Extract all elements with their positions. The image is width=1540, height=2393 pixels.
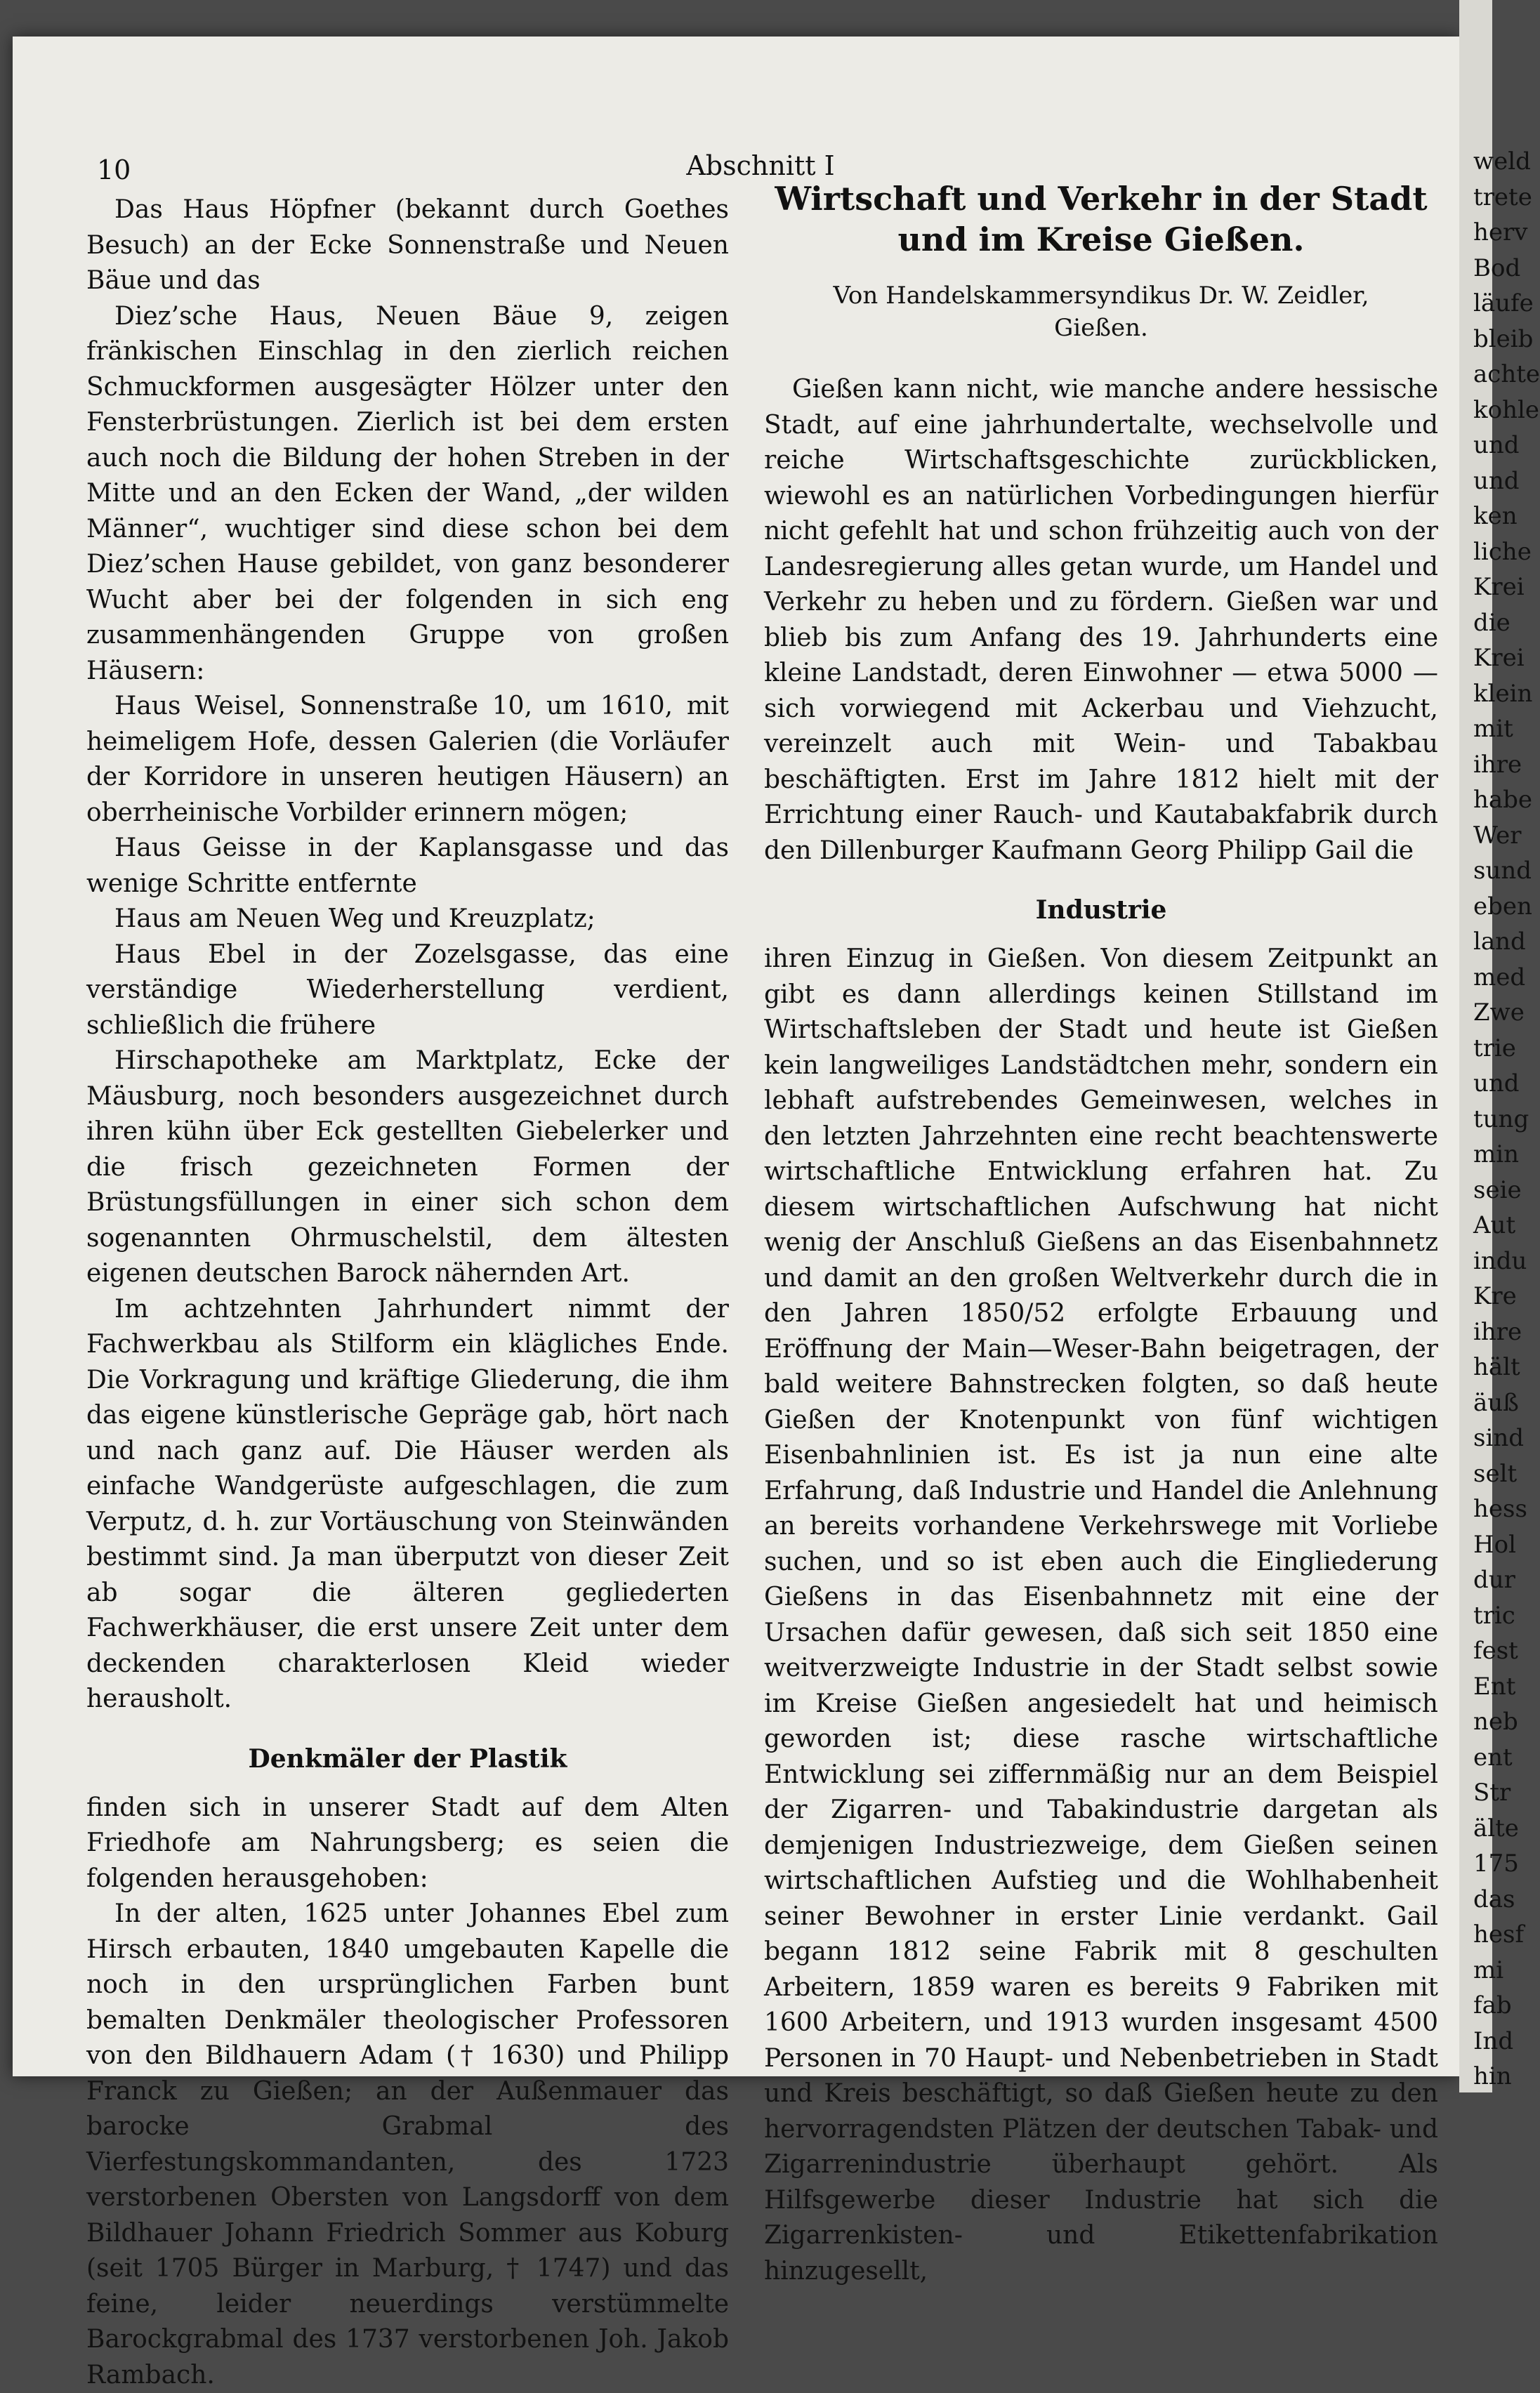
left-column-paragraphs-after — [86, 1791, 729, 2393]
adjacent-page-fragment: trete — [1473, 180, 1529, 216]
adjacent-page-fragment: sind — [1473, 1420, 1529, 1456]
page-number: 10 — [97, 154, 131, 185]
adjacent-page-fragment: klein — [1473, 676, 1529, 712]
adjacent-page-fragment: die — [1473, 605, 1529, 641]
adjacent-page-fragment: land — [1473, 924, 1529, 960]
paragraph: Das Haus Höpfner (bekannt durch Goethes Besuch) an der Ecke Sonnenstraße und Neuen Bäue und das — [86, 192, 729, 299]
adjacent-page-fragment: trie — [1473, 1031, 1529, 1067]
paragraph: Im achtzehnten Jahrhundert nimmt der Fachwerkbau als Stilform ein klägliches Ende. Die Vorkragung und kräftige Gliederung, die ihm das eigene künstlerische Gepräge gab, hört nach und nach ganz auf. Die Häuser werden als einfache Wandgerüste aufgeschlagen, die zum Verputz, d. h. zur Vortäuschung von Steinwänden bestimmt sind. Ja man überputzt von dieser Zeit ab sogar die älteren gegliederten Fachwerkhäuser, die erst unsere Zeit unter dem deckenden charakterlosen Kleid wieder herausholt. — [86, 1292, 729, 1718]
adjacent-page-fragment: ent — [1473, 1740, 1529, 1776]
adjacent-page-fragment: weld — [1473, 144, 1529, 180]
adjacent-page-fragment: hess — [1473, 1491, 1529, 1527]
adjacent-page-fragment: mi — [1473, 1953, 1529, 1989]
adjacent-page-fragment: hält — [1473, 1350, 1529, 1385]
adjacent-page-fragment: Kre — [1473, 1279, 1529, 1314]
adjacent-page-fragment: indu — [1473, 1244, 1529, 1279]
adjacent-page-text-fragments — [1473, 144, 1529, 2095]
adjacent-page-fragment: neb — [1473, 1704, 1529, 1740]
adjacent-page-fragment: hesf — [1473, 1917, 1529, 1953]
adjacent-page-fragment: Zwe — [1473, 995, 1529, 1031]
paragraph: Haus Weisel, Sonnenstraße 10, um 1610, mit heimeligem Hofe, dessen Galerien (die Vorläufer der Korridore in unseren heutigen Häusern) an oberrheinische Vorbilder erinnern mögen; — [86, 689, 729, 831]
adjacent-page-fragment: Krei — [1473, 569, 1529, 605]
adjacent-page-fragment: fab — [1473, 1988, 1529, 2024]
adjacent-page-fragment: Ent — [1473, 1669, 1529, 1705]
adjacent-page-fragment: herv — [1473, 215, 1529, 251]
adjacent-page-fragment: Ind — [1473, 2024, 1529, 2059]
paragraph: Haus Geisse in der Kaplansgasse und das wenige Schritte entfernte — [86, 831, 729, 902]
adjacent-page-fragment: hin — [1473, 2059, 1529, 2095]
adjacent-page-fragment: Hol — [1473, 1527, 1529, 1563]
adjacent-page-fragment: eben — [1473, 889, 1529, 925]
paragraph: Diez’sche Haus, Neuen Bäue 9, zeigen fränkischen Einschlag in den zierlich reichen Schmuckformen ausgesägter Hölzer unter den Fensterbrüstungen. Zierlich ist bei dem ersten auch noch die Bildung der hohen Streben in der Mitte und an den Ecken der Wand, „der wilden Männer“, wuchtiger sind diese schon bei dem Diez’schen Hause gebildet, von ganz besonderer Wucht aber bei der folgenden in sich eng zusammenhängenden Gruppe von großen Häusern: — [86, 299, 729, 690]
adjacent-page-fragment: Krei — [1473, 640, 1529, 676]
adjacent-page-fragment: kohle — [1473, 393, 1529, 428]
adjacent-page-fragment: liche — [1473, 534, 1529, 570]
adjacent-page-fragment: selt — [1473, 1456, 1529, 1492]
adjacent-page-fragment: tric — [1473, 1598, 1529, 1634]
adjacent-page-fragment: äuß — [1473, 1385, 1529, 1421]
adjacent-page-fragment: achte — [1473, 357, 1529, 393]
heading-industrie: Industrie — [764, 892, 1438, 928]
byline-line: Gießen. — [764, 312, 1438, 344]
adjacent-page-fragment: läufe — [1473, 286, 1529, 322]
byline-line: Von Handelskammersyndikus Dr. W. Zeidler, — [764, 279, 1438, 312]
adjacent-page-fragment: sund — [1473, 853, 1529, 889]
book-page — [13, 37, 1459, 2076]
adjacent-page-fragment: fest — [1473, 1633, 1529, 1669]
adjacent-page-fragment: 175 — [1473, 1846, 1529, 1882]
industrie-paragraph: ihren Einzug in Gießen. Von diesem Zeitpunkt an gibt es dann allerdings keinen Stillstand im Wirtschaftsleben der Stadt und heute ist Gießen kein langweiliges Landstädtchen mehr, sondern ein lebhaft aufstrebendes Gemeinwesen, welches in den letzten Jahrzehnten eine recht beachtenswerte wirtschaftliche Entwicklung erfahren hat. Zu diesem wirtschaftlichen Aufschwung hat nicht wenig der Anschluß Gießens an das Eisenbahnnetz und damit an den großen Weltverkehr durch die in den Jahren 1850/52 erfolgte Erbauung und Eröffnung der Main—Weser-Bahn beigetragen, der bald weitere Bahnstrecken folgten, so daß heute Gießen der Knotenpunkt von fünf wichtigen Eisenbahnlinien ist. Es ist ja nun eine alte Erfahrung, daß Industrie und Handel die Anlehnung an bereits vorhandene Verkehrswege mit Vorliebe suchen, und so ist eben auch die Eingliederung Gießens in das Eisenbahnnetz mit eine der Ursachen dafür gewesen, daß sich seit 1850 eine weitverzweigte Industrie in der Stadt selbst sowie im Kreise Gießen angesiedelt hat und heimisch geworden ist; diese rasche wirtschaftliche Entwicklung sei ziffernmäßig nur an dem Beispiel der Zigarren- und Tabakindustrie dargetan als demjenigen Industriezweige, dem Gießen seinen wirtschaftlichen Aufstieg und die Wohlhabenheit seiner Bewohner in erster Linie verdankt. Gail begann 1812 seine Fabrik mit 8 geschulten Arbeitern, 1859 waren es bereits 9 Fabriken mit 1600 Arbeitern, und 1913 wurden insgesamt 4500 Personen in 70 Haupt- und Nebenbetrieben in Stadt und Kreis beschäftigt, so daß Gießen heute zu den hervorragendsten Plätzen der deutschen Tabak- und Zigarrenindustrie überhaupt gehört. Als Hilfsgewerbe dieser Industrie hat sich die Zigarrenkisten- und Etikettenfabrikation hinzugesellt, — [764, 942, 1438, 2289]
article-title — [764, 178, 1438, 260]
adjacent-page-fragment: min — [1473, 1137, 1529, 1173]
adjacent-page-fragment: und — [1473, 1066, 1529, 1102]
article-title-line: und im Kreise Gießen. — [764, 219, 1438, 260]
paragraph: In der alten, 1625 unter Johannes Ebel zum Hirsch erbauten, 1840 umgebauten Kapelle die noch in den ursprünglichen Farben bunt bemalten Denkmäler theologischer Professoren von den Bildhauern Adam († 1630) und Philipp Franck zu Gießen; an der Außenmauer das barocke Grabmal des Vierfestungskommandanten, des 1723 verstorbenen Obersten von Langsdorff von dem Bildhauer Johann Friedrich Sommer aus Koburg (seit 1705 Bürger in Marburg, † 1747) und das feine, leider neuerdings verstümmelte Barockgrabmal des 1737 verstorbenen Joh. Jakob Rambach. — [86, 1897, 729, 2393]
paragraph: Hirschapotheke am Marktplatz, Ecke der Mäusburg, noch besonders ausgezeichnet durch ihren kühn über Eck gestellten Giebelerker und die frisch gezeichneten Formen der Brüstungsfüllungen in einer sich schon dem sogenannten Ohrmuschelstil, dem ältesten eigenen deutschen Barock nähernden Art. — [86, 1043, 729, 1292]
adjacent-page-fragment: Aut — [1473, 1208, 1529, 1244]
adjacent-page-fragment: Bod — [1473, 251, 1529, 286]
adjacent-page-fragment: und — [1473, 428, 1529, 463]
running-head: Abschnitt I — [673, 150, 848, 181]
paragraph: Haus am Neuen Weg und Kreuzplatz; — [86, 902, 729, 937]
article-title-line: Wirtschaft und Verkehr in der Stadt — [764, 178, 1438, 219]
adjacent-page-fragment: dur — [1473, 1562, 1529, 1598]
heading-denkmaeler-der-plastik: Denkmäler der Plastik — [86, 1741, 729, 1776]
adjacent-page-fragment: älte — [1473, 1811, 1529, 1847]
paragraph: Haus Ebel in der Zozelsgasse, das eine verständige Wiederherstellung verdient, schließlich die frühere — [86, 937, 729, 1044]
adjacent-page-fragment: und — [1473, 463, 1529, 499]
adjacent-page-fragment: ihre — [1473, 1314, 1529, 1350]
left-column-paragraphs — [86, 192, 729, 1718]
author-byline — [764, 279, 1438, 344]
intro-paragraph: Gießen kann nicht, wie manche andere hessische Stadt, auf eine jahrhundertalte, wechselvolle und reiche Wirtschaftsgeschichte zurückblicken, wiewohl es an natürlichen Vorbedingungen hierfür nicht gefehlt hat und schon frühzeitig auch von der Landesregierung alles getan wurde, um Handel und Verkehr zu heben und zu fördern. Gießen war und blieb bis zum Anfang des 19. Jahrhunderts eine kleine Landstadt, deren Einwohner — etwa 5000 — sich vorwiegend mit Ackerbau und Viehzucht, vereinzelt auch mit Wein- und Tabakbau beschäftigten. Erst im Jahre 1812 hielt mit der Errichtung einer Rauch- und Kautabakfabrik durch den Dillenburger Kaufmann Georg Philipp Gail die — [764, 372, 1438, 869]
adjacent-page-fragment: mit — [1473, 711, 1529, 747]
adjacent-page-fragment: bleib — [1473, 322, 1529, 357]
adjacent-page-fragment: ihre — [1473, 747, 1529, 783]
adjacent-page-fragment: habe — [1473, 782, 1529, 818]
adjacent-page-fragment: tung — [1473, 1102, 1529, 1138]
paragraph: finden sich in unserer Stadt auf dem Alten Friedhofe am Nahrungsberg; es seien die folgenden herausgehoben: — [86, 1791, 729, 1897]
adjacent-page-fragment: med — [1473, 960, 1529, 996]
right-column — [764, 178, 1438, 2289]
left-column — [86, 192, 729, 2393]
adjacent-page-fragment: Str — [1473, 1775, 1529, 1811]
adjacent-page-fragment: ken — [1473, 499, 1529, 534]
adjacent-page-fragment: seie — [1473, 1173, 1529, 1208]
adjacent-page-fragment: das — [1473, 1882, 1529, 1918]
adjacent-page-fragment: Wer — [1473, 818, 1529, 854]
